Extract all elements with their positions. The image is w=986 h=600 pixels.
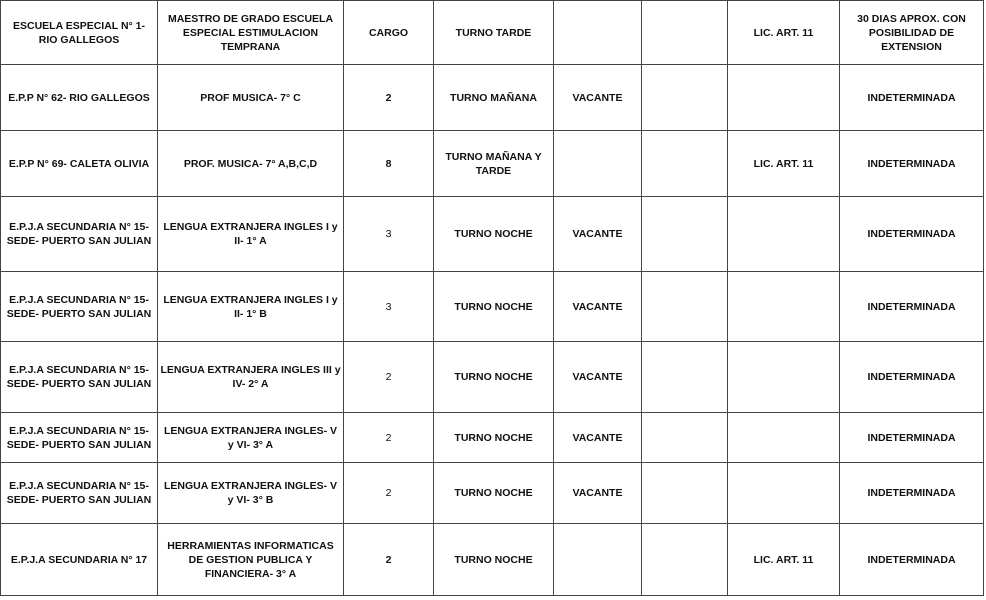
table-row bbox=[1, 524, 984, 596]
cell-duracion: INDETERMINADA bbox=[840, 413, 984, 463]
cell-cantidad: 2 bbox=[344, 413, 434, 463]
table-row bbox=[1, 272, 984, 342]
cell-licencia bbox=[728, 463, 840, 524]
cell-extra bbox=[642, 197, 728, 272]
cell-escuela: E.P.J.A SECUNDARIA N° 15- SEDE- PUERTO SAN JULIAN bbox=[1, 197, 158, 272]
cell-duracion: 30 DIAS APROX. CON POSIBILIDAD DE EXTENSION bbox=[840, 1, 984, 65]
table-row bbox=[1, 131, 984, 197]
cell-turno: TURNO TARDE bbox=[434, 1, 554, 65]
cell-licencia: LIC. ART. 11 bbox=[728, 1, 840, 65]
cell-cargo-desc: PROF. MUSICA- 7° A,B,C,D bbox=[158, 131, 344, 197]
cell-extra bbox=[642, 65, 728, 131]
table-row bbox=[1, 197, 984, 272]
cell-duracion: INDETERMINADA bbox=[840, 342, 984, 413]
cell-situacion bbox=[554, 131, 642, 197]
cell-turno: TURNO NOCHE bbox=[434, 524, 554, 596]
table-row bbox=[1, 65, 984, 131]
cell-extra bbox=[642, 463, 728, 524]
cell-turno: TURNO NOCHE bbox=[434, 197, 554, 272]
cell-cargo-desc: HERRAMIENTAS INFORMATICAS DE GESTION PUBLICA Y FINANCIERA- 3° A bbox=[158, 524, 344, 596]
cell-cargo-desc: LENGUA EXTRANJERA INGLES I y II- 1° A bbox=[158, 197, 344, 272]
cell-situacion: VACANTE bbox=[554, 413, 642, 463]
cell-licencia bbox=[728, 65, 840, 131]
cell-turno: TURNO NOCHE bbox=[434, 342, 554, 413]
cell-situacion: VACANTE bbox=[554, 272, 642, 342]
cell-escuela: E.P.J.A SECUNDARIA N° 17 bbox=[1, 524, 158, 596]
cell-cantidad: CARGO bbox=[344, 1, 434, 65]
cell-turno: TURNO NOCHE bbox=[434, 463, 554, 524]
cell-turno: TURNO MAÑANA bbox=[434, 65, 554, 131]
cell-extra bbox=[642, 413, 728, 463]
cell-extra bbox=[642, 342, 728, 413]
cell-licencia: LIC. ART. 11 bbox=[728, 131, 840, 197]
cell-duracion: INDETERMINADA bbox=[840, 524, 984, 596]
cell-escuela: E.P.J.A SECUNDARIA N° 15- SEDE- PUERTO SAN JULIAN bbox=[1, 342, 158, 413]
table-row bbox=[1, 1, 984, 65]
cell-situacion: VACANTE bbox=[554, 342, 642, 413]
cell-cantidad: 2 bbox=[344, 342, 434, 413]
cell-situacion bbox=[554, 1, 642, 65]
table-row bbox=[1, 413, 984, 463]
cell-duracion: INDETERMINADA bbox=[840, 197, 984, 272]
cell-turno: TURNO NOCHE bbox=[434, 272, 554, 342]
table-row bbox=[1, 463, 984, 524]
cell-cargo-desc: LENGUA EXTRANJERA INGLES- V y VI- 3° B bbox=[158, 463, 344, 524]
cell-cargo-desc: PROF MUSICA- 7° C bbox=[158, 65, 344, 131]
cell-cantidad: 2 bbox=[344, 524, 434, 596]
cell-situacion: VACANTE bbox=[554, 197, 642, 272]
cell-cantidad: 2 bbox=[344, 463, 434, 524]
cell-escuela: E.P.J.A SECUNDARIA N° 15- SEDE- PUERTO SAN JULIAN bbox=[1, 272, 158, 342]
cell-licencia bbox=[728, 413, 840, 463]
cell-duracion: INDETERMINADA bbox=[840, 65, 984, 131]
cell-extra bbox=[642, 524, 728, 596]
cell-cargo-desc: LENGUA EXTRANJERA INGLES I y II- 1° B bbox=[158, 272, 344, 342]
cell-escuela: E.P.P N° 69- CALETA OLIVIA bbox=[1, 131, 158, 197]
cell-escuela: E.P.J.A SECUNDARIA N° 15- SEDE- PUERTO SAN JULIAN bbox=[1, 463, 158, 524]
cell-cantidad: 2 bbox=[344, 65, 434, 131]
cell-escuela: E.P.J.A SECUNDARIA N° 15- SEDE- PUERTO SAN JULIAN bbox=[1, 413, 158, 463]
cell-situacion bbox=[554, 524, 642, 596]
cell-turno: TURNO MAÑANA Y TARDE bbox=[434, 131, 554, 197]
cell-escuela: E.P.P N° 62- RIO GALLEGOS bbox=[1, 65, 158, 131]
cell-extra bbox=[642, 131, 728, 197]
cell-licencia: LIC. ART. 11 bbox=[728, 524, 840, 596]
cell-cantidad: 8 bbox=[344, 131, 434, 197]
cell-situacion: VACANTE bbox=[554, 463, 642, 524]
cell-cargo-desc: LENGUA EXTRANJERA INGLES III y IV- 2° A bbox=[158, 342, 344, 413]
cell-extra bbox=[642, 272, 728, 342]
cell-cargo-desc: MAESTRO DE GRADO ESCUELA ESPECIAL ESTIMULACION TEMPRANA bbox=[158, 1, 344, 65]
cell-duracion: INDETERMINADA bbox=[840, 272, 984, 342]
cell-turno: TURNO NOCHE bbox=[434, 413, 554, 463]
cell-licencia bbox=[728, 342, 840, 413]
cell-situacion: VACANTE bbox=[554, 65, 642, 131]
cell-cargo-desc: LENGUA EXTRANJERA INGLES- V y VI- 3° A bbox=[158, 413, 344, 463]
cell-licencia bbox=[728, 197, 840, 272]
cell-cantidad: 3 bbox=[344, 197, 434, 272]
cell-duracion: INDETERMINADA bbox=[840, 463, 984, 524]
cell-duracion: INDETERMINADA bbox=[840, 131, 984, 197]
cell-licencia bbox=[728, 272, 840, 342]
cell-cantidad: 3 bbox=[344, 272, 434, 342]
cell-escuela: ESCUELA ESPECIAL N° 1- RIO GALLEGOS bbox=[1, 1, 158, 65]
cell-extra bbox=[642, 1, 728, 65]
table-row bbox=[1, 342, 984, 413]
